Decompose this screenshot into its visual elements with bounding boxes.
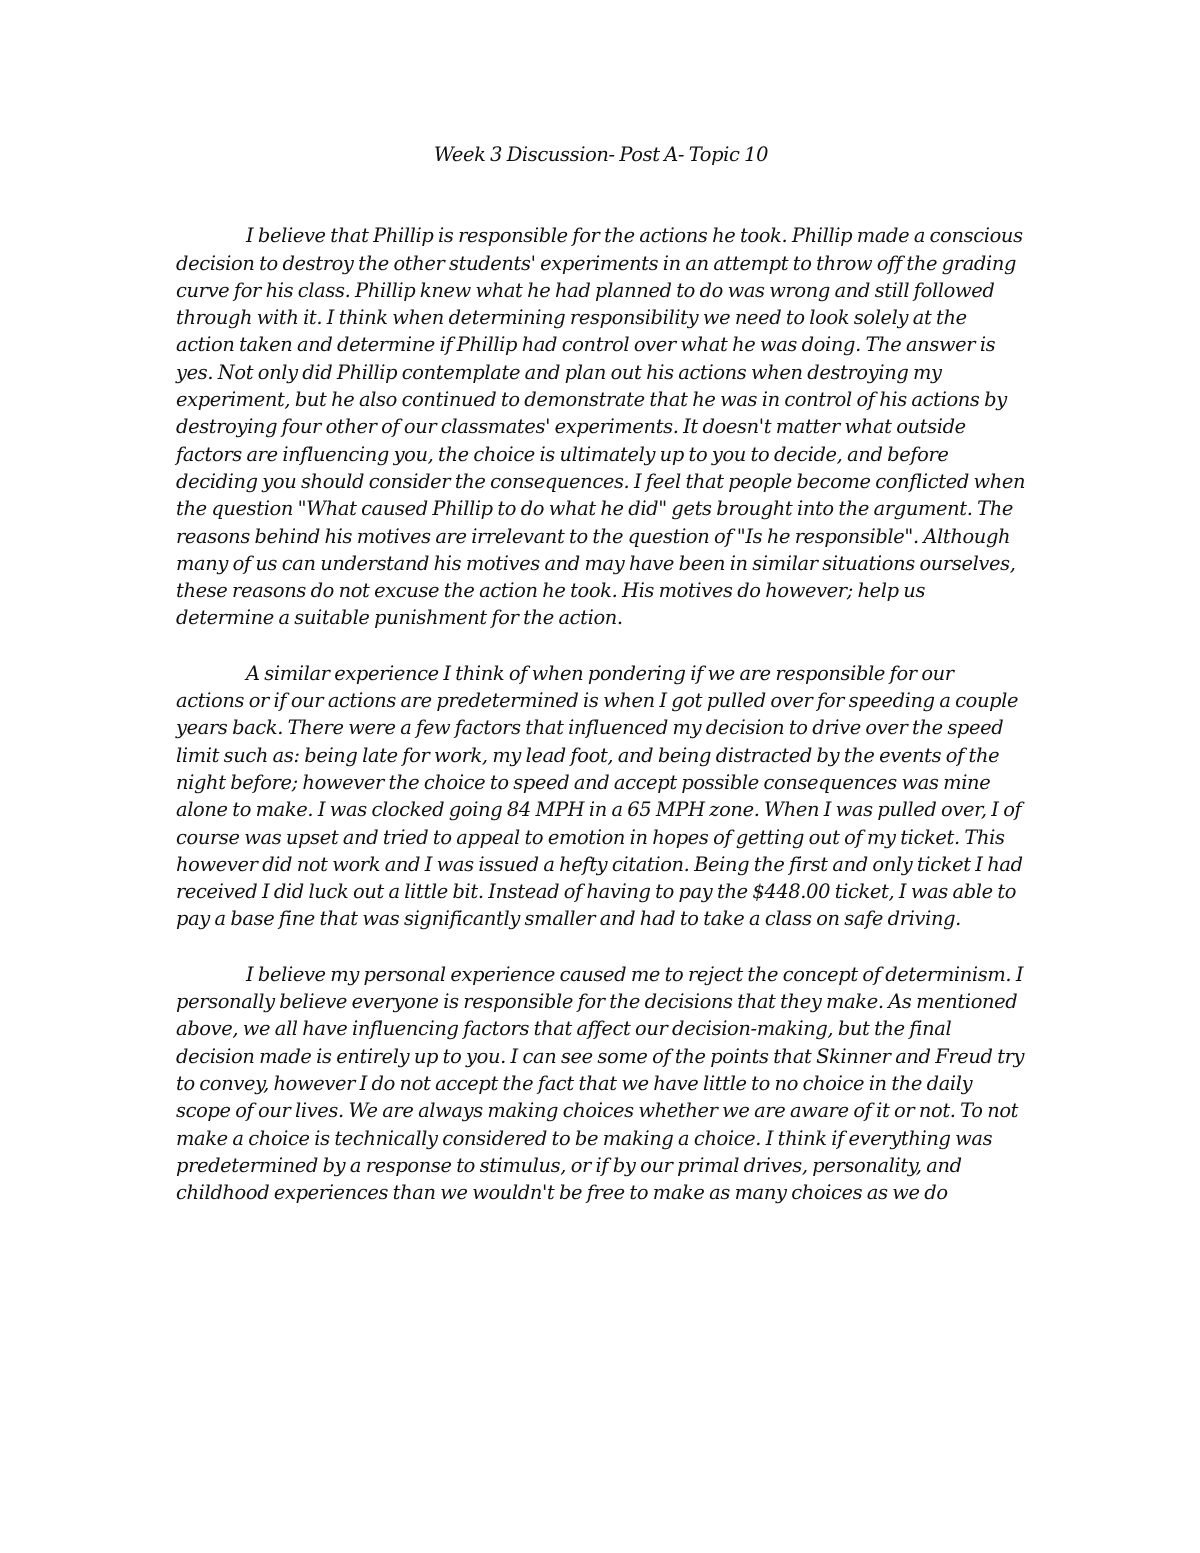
paragraph-3: I believe my personal experience caused me to reject the concept of determinism. I personally believe everyone is responsible for the decisions that they make. As mentioned above, we all have influencing factors that affect our decision-making, but the final decision made is entirely up to you. I can see some of the points that Skinner and Freud try to convey, however I do not accept the fact that we have little to no choice in the daily scope of our lives. We are always making choices whether we are aware of it or not. To not make a choice is technically considered to be making a choice. I think if everything was predetermined by a response to stimulus, or if by our primal drives, personality, and childhood experiences than we wouldn't be free to make as many choices as we do [176, 962, 1025, 1205]
document-title: Week 3 Discussion- Post A- Topic 10 [433, 143, 769, 166]
paragraph-1: I believe that Phillip is responsible for the actions he took. Phillip made a conscious decision to destroy the other students' experiments in an attempt to throw off the grading curve for his class. Phillip knew what he had planned to do was wrong and still followed through with it. I think when determining responsibility we need to look solely at the action taken and determine if Phillip had control over what he was doing. The answer is yes. Not only did Phillip contemplate and plan out his actions when destroying my experiment, but he also continued to demonstrate that he was in control of his actions by destroying four other of our classmates' experiments. It doesn't matter what outside factors are influencing you, the choice is ultimately up to you to decide, and before deciding you should consider the consequences. I feel that people become conflicted when the question "What caused Phillip to do what he did" gets brought into the argument. The reasons behind his motives are irrelevant to the question of "Is he responsible". Although many of us can understand his motives and may have been in similar situations ourselves, these reasons do not excuse the action he took. His motives do however; help us determine a suitable punishment for the action. [176, 224, 1026, 630]
document-body [176, 141, 1026, 1234]
paragraph-2: A similar experience I think of when pondering if we are responsible for our actions or if our actions are predetermined is when I got pulled over for speeding a couple years back. There were a few factors that influenced my decision to drive over the speed limit such as: being late for work, my lead foot, and being distracted by the events of the night before; however the choice to speed and accept possible consequences was mine alone to make. I was clocked going 84 MPH in a 65 MPH zone. When I was pulled over, I of course was upset and tried to appeal to emotion in hopes of getting out of my ticket. This however did not work and I was issued a hefty citation. Being the first and only ticket I had received I did luck out a little bit. Instead of having to pay the $448.00 ticket, I was able to pay a base fine that was significantly smaller and had to take a class on safe driving. [176, 661, 1023, 931]
